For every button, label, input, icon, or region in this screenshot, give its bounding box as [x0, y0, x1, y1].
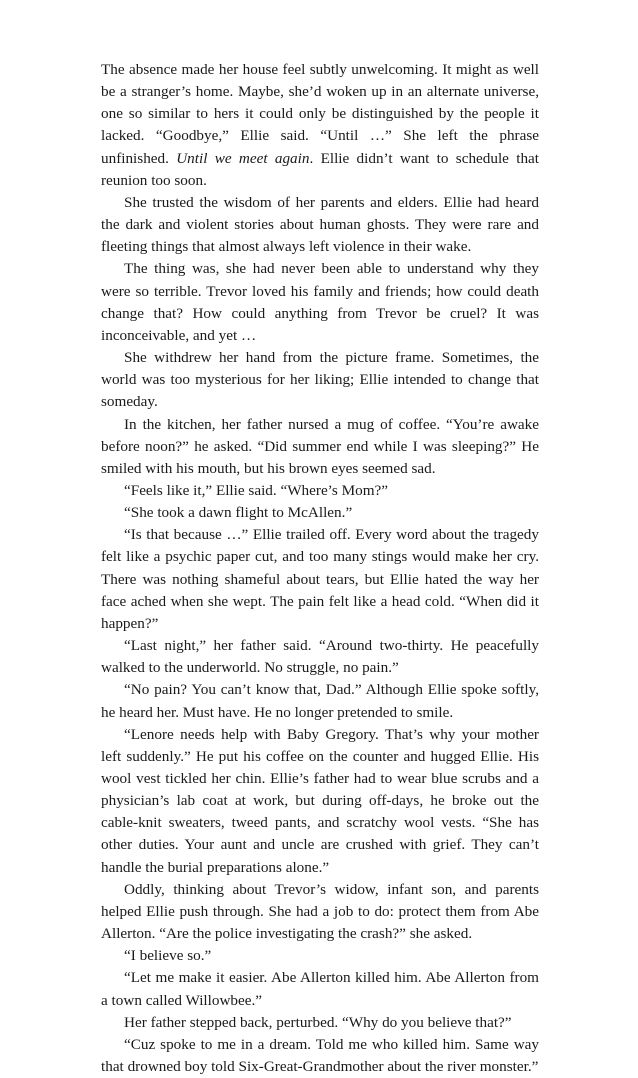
paragraph-text: The absence made her house feel subtly unwelcoming. It might as well be a stranger’s home. Maybe, she’d woken up in an alternate universe, one so similar to hers it could only be distinguished by the people it lacked. “Goodbye,” Ellie said. “Until …” She left the phrase unfinished.	[101, 61, 539, 167]
paragraph	[101, 724, 539, 879]
paragraph-text: In the kitchen, her father nursed a mug of coffee. “You’re awake before noon?” he asked. “Did summer end while I was sleeping?” He smiled with his mouth, but his brown eyes seemed sad.	[101, 415, 539, 477]
italic-phrase: Until we meet again	[176, 149, 310, 167]
paragraph	[101, 524, 539, 635]
paragraph-text: She trusted the wisdom of her parents and elders. Ellie had heard the dark and violent stories about human ghosts. They were rare and fleeting things that almost always left violence in their wake.	[101, 193, 539, 256]
paragraph	[101, 1034, 539, 1078]
paragraph	[101, 258, 539, 347]
paragraph-text: The thing was, she had never been able to understand why they were so terrible. Trevor loved his family and friends; how could death change that? How could anything from Trevor be cruel? It was inconceivable, and yet …	[101, 260, 539, 344]
paragraph	[101, 1012, 539, 1034]
paragraph	[101, 879, 539, 945]
paragraph-text: “She took a dawn flight to McAllen.”	[124, 504, 353, 522]
paragraph	[101, 635, 539, 679]
paragraph-text: . Ellie didn’t want to schedule that reunion too soon.	[101, 149, 539, 189]
paragraph	[101, 347, 539, 413]
paragraph-text: “No pain? You can’t know that, Dad.” Although Ellie spoke softly, he heard her. Must have. He no longer pretended to smile.	[101, 681, 539, 721]
paragraph	[101, 414, 539, 480]
paragraph	[101, 967, 539, 1011]
paragraph-text: “Is that because …” Ellie trailed off. Every word about the tragedy felt like a psychic paper cut, and too many stings would make her cry. There was nothing shameful about tears, but Ellie hated the way her face ached when she wept. The pain felt like a head cold. “When did it happen?”	[101, 526, 539, 632]
paragraph	[101, 945, 539, 967]
paragraph-text: “Feels like it,” Ellie said. “Where’s Mom?”	[124, 481, 389, 499]
paragraph	[101, 480, 539, 502]
paragraph-text: Her father stepped back, perturbed. “Why do you believe that?”	[124, 1013, 512, 1031]
paragraph-text: “I believe so.”	[124, 947, 212, 965]
paragraph	[101, 679, 539, 723]
paragraph-text: “Lenore needs help with Baby Gregory. That’s why your mother left suddenly.” He put his coffee on the counter and hugged Ellie. His wool vest tickled her chin. Ellie’s father had to wear blue scrubs and a physician’s lab coat at work, but during off-days, he broke out the cable-knit sweaters, tweed pants, and scratchy wool vests. “She has other duties. Your aunt and uncle are crushed with grief. They can’t handle the burial preparations alone.”	[101, 725, 539, 876]
paragraph-text: She withdrew her hand from the picture frame. Sometimes, the world was too mysterious for her liking; Ellie intended to change that someday.	[101, 349, 539, 411]
paragraph-text: “Let me make it easier. Abe Allerton killed him. Abe Allerton from a town called Willowbee.”	[101, 969, 539, 1009]
book-page-text	[101, 59, 539, 1078]
paragraph	[101, 502, 539, 524]
paragraph-text: “Last night,” her father said. “Around two-thirty. He peacefully walked to the underworld. No struggle, no pain.”	[101, 637, 539, 677]
paragraph-text: Oddly, thinking about Trevor’s widow, infant son, and parents helped Ellie push through. She had a job to do: protect them from Abe Allerton. “Are the police investigating the crash?” she asked.	[101, 880, 539, 943]
paragraph	[101, 59, 539, 192]
paragraph-text: “Cuz spoke to me in a dream. Told me who killed him. Same way that drowned boy told Six-Great-Grandmother about the river monster.”	[101, 1035, 539, 1076]
paragraph	[101, 192, 539, 258]
